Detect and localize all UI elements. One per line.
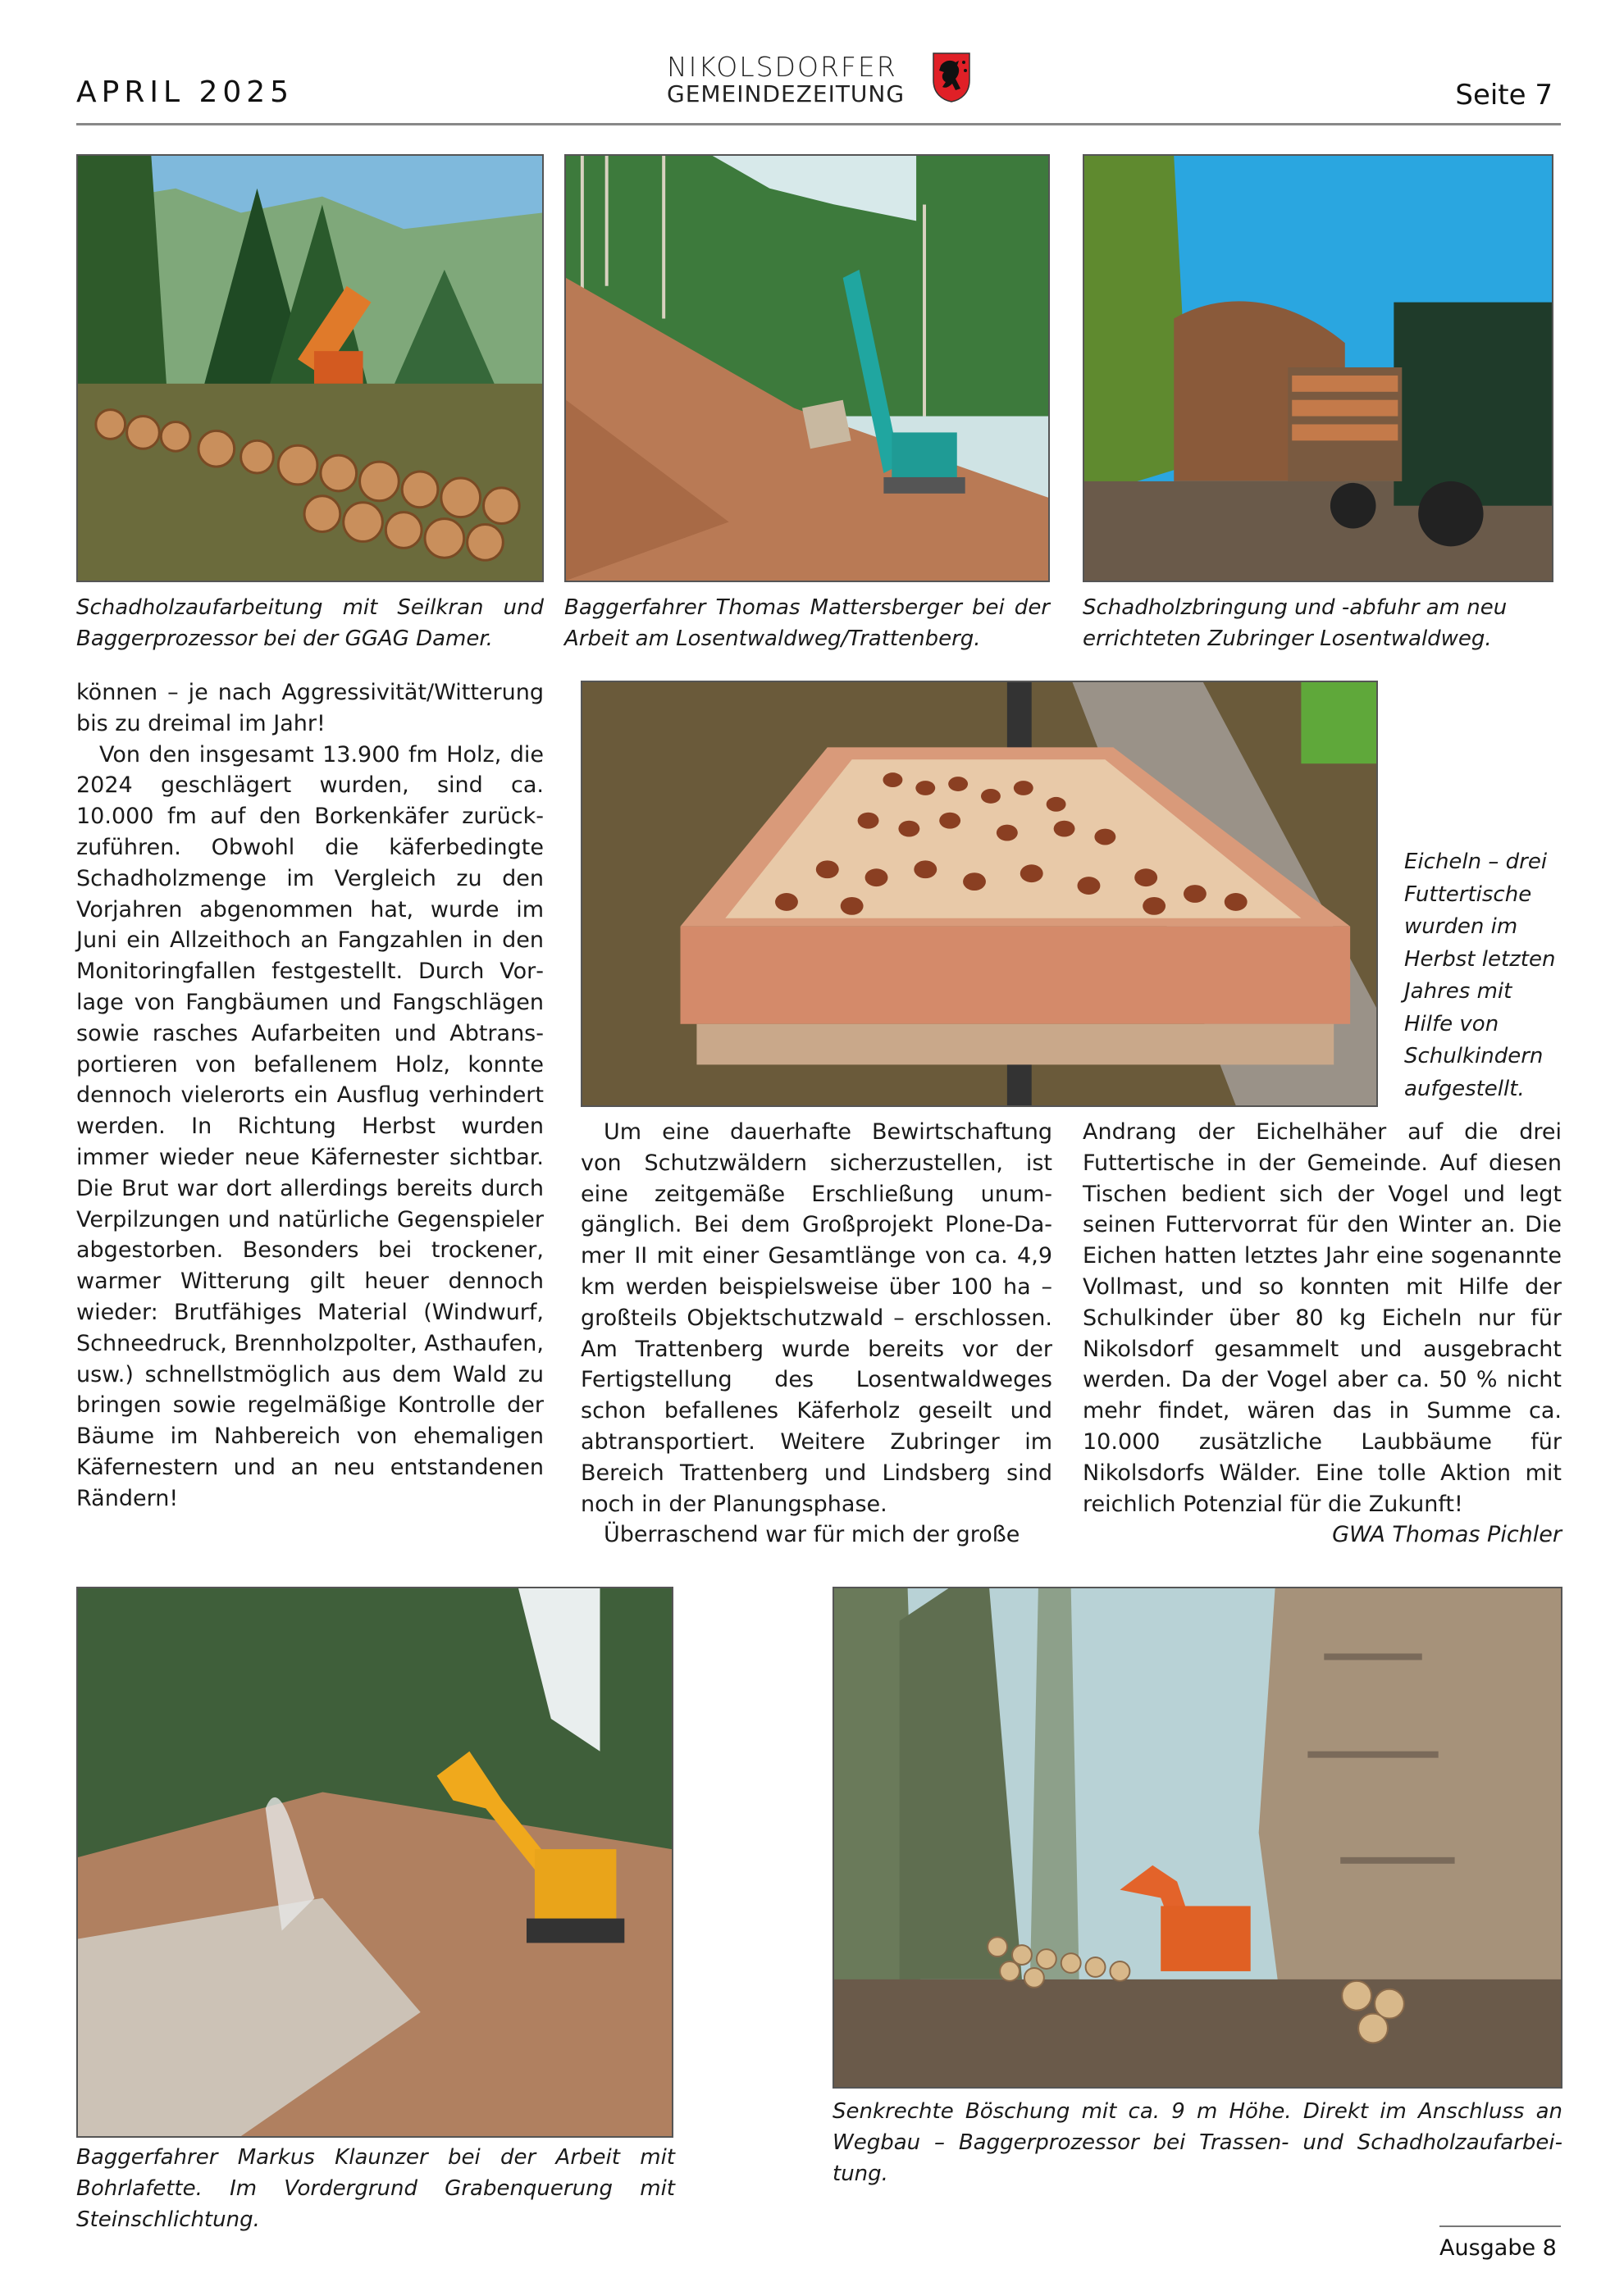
paragraph-text: Andrang der Eichelhäher auf die drei Futtertische in der Gemeinde. Auf diesen Tischen bedient sich der Vogel und legt seinen Futtervorrat für den Winter an. Die Eichen hatten letztes Jahr eine sogenannte Vollmast, und so konnten mit Hilfe der Schulkinder über 80 kg Eicheln nur für Nikolsdorf gesammelt und ausgebracht werden. Da der Vogel aber ca. 50 % nicht mehr findet, wären das in Summe ca. 10.000 zusätzliche Laubbäume für Nikolsdorfs Wälder. Eine tolle Aktion mit reichlich Potenzial für die Zukunft!: [1083, 1119, 1562, 1517]
caption-photo-6: Senkrechte Böschung mit ca. 9 m Höhe. Direkt im Anschluss an Wegbau – Baggerprozessor bei Trassen- und Schadholzaufarbeitung.: [833, 2099, 1562, 2186]
masthead-logo: [660, 48, 988, 113]
article-column-3: [1083, 1117, 1562, 1551]
article-column-2: [581, 1117, 1052, 1551]
caption-acorn-table: Eicheln – drei Futtertische wurden im Herbst letzten Jahres mit Hilfe von Schulkindern aufgestellt.: [1404, 850, 1556, 1101]
page-number: Seite 7: [1455, 79, 1553, 112]
paragraph: Überraschend war für mich der große: [604, 1522, 1020, 1548]
paragraph: Um eine dauerhafte Bewirtschaftung von Schutzwäldern sicherzustellen, ist eine zeitgemäße Erschließung unumgänglich. Bei dem Großprojekt Plone-Damer II mit einer Gesamtlänge von ca. 4,9 km werden beispielsweise über 100 ha – großteils Objektschutzwald – erschlossen. Am Trattenberg wurde bereits vor der Fertigstellung des Losentwaldweges schon befallenes Käferholz geseilt und abtransportiert. Weitere Zubringer im Bereich Trattenberg und Lindsberg sind noch in der Planungsphase.: [581, 1119, 1052, 1517]
photo-turquoise-excavator: [564, 154, 1050, 582]
photo-steep-slope: [833, 1587, 1562, 2089]
paragraph: können – je nach Aggressivität/Witterung bis zu dreimal im Jahr!: [76, 680, 544, 736]
header-divider: [76, 123, 1561, 125]
issue-number: Ausgabe 8: [1439, 2235, 1557, 2261]
photo-drilling-excavator: [76, 1587, 673, 2138]
caption-photo-2: Baggerfahrer Thomas Mattersberger bei der Arbeit am Losentwaldweg/Trattenberg.: [564, 595, 1050, 651]
paragraph: [1083, 1117, 1562, 1548]
photo-timber-yard: [76, 154, 544, 582]
paragraph: Von den insgesamt 13.900 fm Holz, die 2024 geschlägert wurden, sind ca. 10.000 fm auf den Borkenkäfer zurückzuführen. Obwohl die käferbedingte Schadholzmenge im Vergleich zu den Vorjahren abgenommen hat, wurde im Juni ein Allzeithoch an Fangzahlen in den Monitoringfallen festgestellt. Durch Vorlage von Fangbäumen und Fangschlägen sowie rasches Aufarbeiten und Abtransportieren von befallenem Holz, konnte dennoch vielerorts ein Ausflug verhindert werden. In Richtung Herbst wurden immer wieder neue Käfernester sichtbar. Die Brut war dort allerdings bereits durch Verpilzungen und natürliche Gegenspieler abgestorben. Besonders bei trockener, warmer Witterung gilt heuer dennoch wieder: Brutfähiges Material (Windwurf, Schneedruck, Brennholzpolter, Asthaufen, usw.) schnellstmöglich aus dem Wald zu bringen sowie regelmäßige Kontrolle der Bäume im Nahbereich von ehemaligen Käfernestern und an neu entstandenen Rändern!: [76, 741, 544, 1511]
photo-acorn-table: [581, 681, 1378, 1107]
article-author: GWA Thomas Pichler: [1332, 1522, 1562, 1548]
masthead-subtitle: GEMEINDEZEITUNG: [667, 80, 906, 107]
caption-photo-3: Schadholzbringung und -abfuhr am neu errichteten Zubringer Losentwaldweg.: [1083, 595, 1508, 651]
caption-photo-5: Baggerfahrer Markus Klaunzer bei der Arbeit mit Bohrlafette. Im Vordergrund Grabenquerung mit Steinschlichtung.: [76, 2145, 675, 2232]
coat-of-arms-icon: [931, 51, 972, 103]
caption-photo-1: Schadholzaufarbeitung mit Seilkran und Baggerprozessor bei der GGAG Damer.: [76, 595, 544, 651]
masthead-title: NIKOLSDORFER: [667, 51, 897, 83]
article-column-1: [76, 677, 544, 1515]
footer-divider: [1439, 2225, 1561, 2227]
issue-date: APRIL 2025: [76, 75, 294, 109]
photo-timber-truck: [1083, 154, 1553, 582]
